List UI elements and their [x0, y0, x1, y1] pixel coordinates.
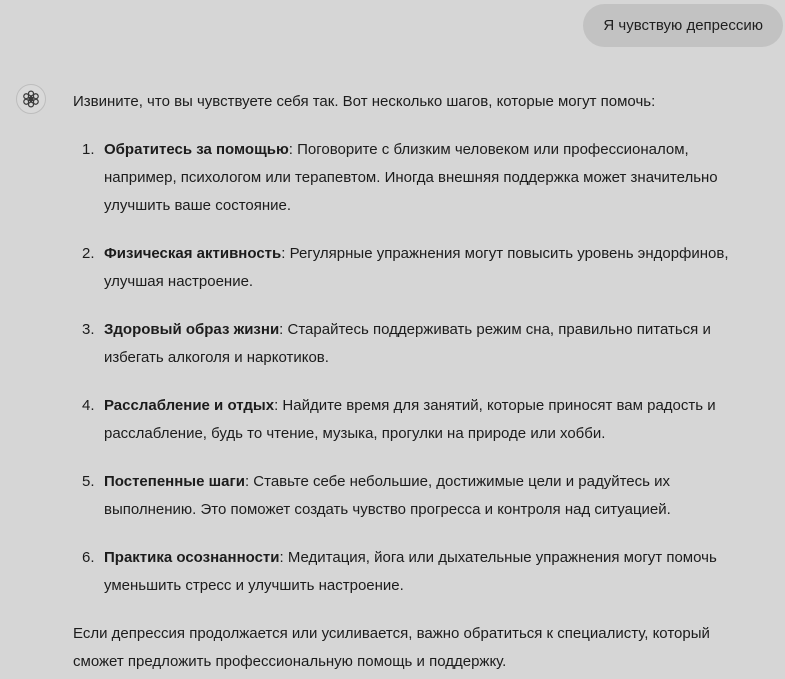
- list-item: [73, 392, 773, 448]
- step-title: Расслабление и отдых: [104, 397, 275, 414]
- step-text: Медитация, йога или дыхательные упражнения могут помочь уменьшить стресс и улучшить настроение.: [104, 549, 717, 594]
- step-text: Старайтесь поддерживать режим сна, правильно питаться и избегать алкоголя и наркотиков.: [104, 321, 711, 366]
- user-message-bubble: [583, 4, 783, 47]
- openai-logo-icon: [21, 89, 41, 109]
- step-title: Обратитесь за помощью: [104, 141, 289, 158]
- step-number: 3.: [82, 321, 95, 338]
- step-body: Здоровый образ жизни: Старайтесь поддерживать режим сна, правильно питаться и избегать алкоголя и наркотиков.: [104, 321, 711, 366]
- step-number: 5.: [82, 473, 95, 490]
- step-text: Регулярные упражнения могут повысить уровень эндорфинов, улучшая настроение.: [104, 245, 729, 290]
- step-body: Постепенные шаги: Ставьте себе небольшие, достижимые цели и радуйтесь их выполнению. Это поможет создать чувство прогресса и контроля над ситуацией.: [104, 473, 671, 518]
- step-text: Поговорите с близким человеком или профессионалом, например, психологом или терапевтом. Иногда внешняя поддержка может значительно улучшить ваше состояние.: [104, 141, 718, 214]
- step-body: Обратитесь за помощью: Поговорите с близким человеком или профессионалом, например, психологом или терапевтом. Иногда внешняя поддержка может значительно улучшить ваше состояние.: [104, 141, 718, 214]
- step-title: Физическая активность: [104, 245, 282, 262]
- list-item: [73, 544, 773, 600]
- step-number: 2.: [82, 245, 95, 262]
- step-title: Здоровый образ жизни: [104, 321, 280, 338]
- assistant-intro: Извините, что вы чувствуете себя так. Вот несколько шагов, которые могут помочь:: [73, 93, 656, 110]
- steps-list: [73, 136, 773, 600]
- step-body: Практика осознанности: Медитация, йога или дыхательные упражнения могут помочь уменьшить стресс и улучшить настроение.: [104, 549, 717, 594]
- step-number: 1.: [82, 141, 95, 158]
- step-number: 6.: [82, 549, 95, 566]
- assistant-outro: Если депрессия продолжается или усиливается, важно обратиться к специалисту, который сможет предложить профессиональную помощь и поддержку.: [73, 625, 710, 670]
- step-number: 4.: [82, 397, 95, 414]
- list-item: [73, 316, 773, 372]
- step-text: Найдите время для занятий, которые приносят вам радость и расслабление, будь то чтение, музыка, прогулки на природе или хобби.: [104, 397, 716, 442]
- step-title: Практика осознанности: [104, 549, 280, 566]
- list-item: [73, 136, 773, 220]
- step-body: Физическая активность: Регулярные упражнения могут повысить уровень эндорфинов, улучшая настроение.: [104, 245, 729, 290]
- list-item: [73, 468, 773, 524]
- assistant-message: [73, 88, 773, 676]
- step-body: Расслабление и отдых: Найдите время для занятий, которые приносят вам радость и расслабление, будь то чтение, музыка, прогулки на природе или хобби.: [104, 397, 716, 442]
- step-title: Постепенные шаги: [104, 473, 245, 490]
- user-message-text: Я чувствую депрессию: [603, 17, 763, 34]
- assistant-avatar: [16, 84, 46, 114]
- list-item: [73, 240, 773, 296]
- step-text: Ставьте себе небольшие, достижимые цели и радуйтесь их выполнению. Это поможет создать чувство прогресса и контроля над ситуацией.: [104, 473, 671, 518]
